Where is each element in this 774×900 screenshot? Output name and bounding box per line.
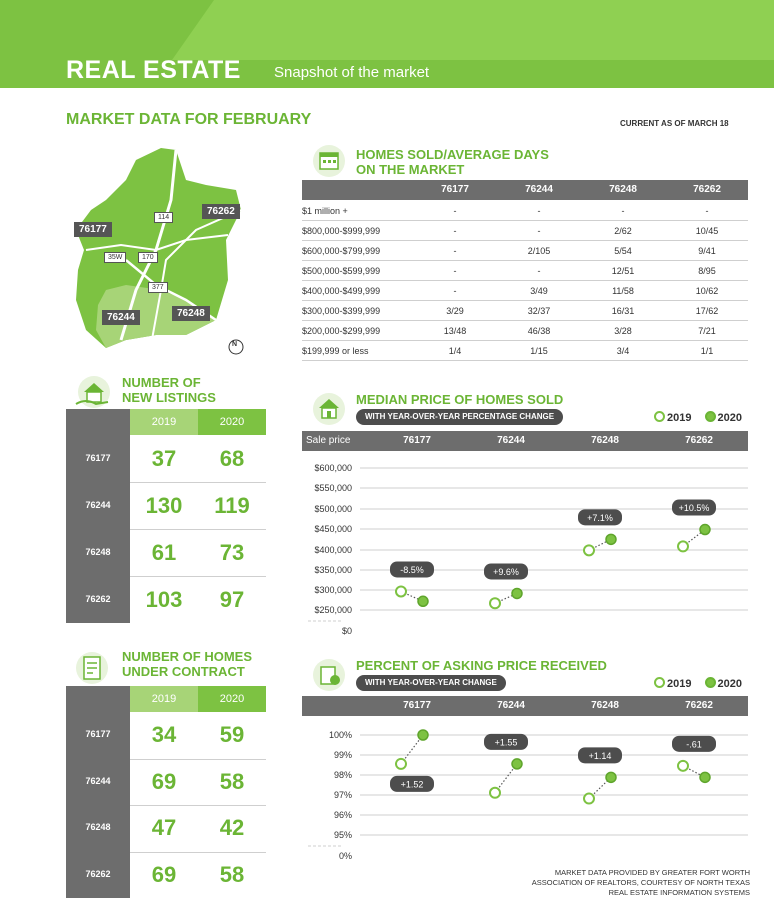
y-tick-label: $400,000 (314, 545, 352, 555)
median-chart-col: 76248 (591, 435, 619, 446)
value-2019: 61 (151, 539, 177, 565)
point-2020 (606, 772, 616, 782)
y-tick-label: 97% (333, 790, 352, 800)
legend-2019-label: 2019 (667, 412, 692, 424)
change-label: -.61 (686, 739, 702, 750)
zip-label: 76248 (85, 822, 111, 833)
asking-price-chart (302, 720, 748, 865)
contract-title-line1: NUMBER OF HOMES (122, 649, 252, 664)
y-tick-label: $550,000 (314, 483, 352, 493)
median-chart-subtitle: WITH YEAR-OVER-YEAR PERCENTAGE CHANGE (356, 409, 563, 425)
contract-icon (72, 650, 112, 686)
legend-2019-label: 2019 (667, 678, 692, 690)
value-2019: 37 (151, 445, 177, 471)
homes-sold-title-line2: ON THE MARKET (356, 162, 465, 177)
table-cell: - (537, 226, 541, 236)
value-2020: 73 (219, 539, 245, 565)
table-cell: 3/29 (446, 306, 464, 316)
map-shape-icon (66, 140, 266, 360)
value-2019: 69 (151, 861, 177, 887)
y-tick-label: 96% (333, 810, 352, 820)
y-tick-label: 100% (328, 730, 352, 740)
change-label: -8.5% (400, 564, 424, 575)
point-2019 (396, 586, 406, 596)
legend-2019-marker (654, 411, 665, 422)
map-zip-label: 76177 (74, 222, 112, 237)
point-2020 (606, 534, 616, 544)
table-row (302, 321, 748, 341)
banner-shade (172, 0, 774, 60)
contract-year: 2020 (219, 693, 245, 705)
table-cell: 1/4 (448, 346, 462, 356)
house-icon (312, 392, 346, 426)
asking-chart-title: PERCENT OF ASKING PRICE RECEIVED (356, 658, 607, 673)
point-2020 (512, 588, 522, 598)
y-tick-label: 98% (333, 770, 352, 780)
value-2020: 68 (219, 445, 245, 471)
table-cell: - (453, 206, 457, 216)
market-title: MARKET DATA FOR FEBRUARY (66, 111, 312, 128)
asking-chart-col: 76177 (403, 700, 431, 711)
table-cell: 16/31 (611, 306, 635, 316)
listings-title-line1: NUMBER OF (122, 375, 201, 390)
contract-title-line2: UNDER CONTRACT (122, 664, 245, 679)
table-cell: 11/58 (612, 286, 634, 296)
table-cell: 13/48 (443, 326, 467, 336)
listings-year: 2020 (219, 416, 245, 428)
table-row (302, 261, 748, 281)
change-label: +1.55 (494, 737, 518, 748)
table-cell: 1/1 (700, 346, 714, 356)
table-cell: 17/62 (695, 306, 719, 316)
y-tick-label: $450,000 (314, 524, 352, 534)
zip-label: 76262 (85, 593, 111, 604)
homes-sold-col: 76248 (609, 184, 637, 195)
highway-shield: 35W (104, 252, 126, 263)
change-label: +10.5% (678, 503, 710, 514)
point-2020 (700, 772, 710, 782)
contract-zip-column (66, 686, 130, 898)
listings-title-line2: NEW LISTINGS (122, 390, 216, 405)
point-2020 (700, 525, 710, 535)
table-cell: 12/51 (611, 266, 635, 276)
map-zip-label: 76244 (102, 310, 140, 325)
zip-label: 76244 (85, 499, 111, 510)
point-2019 (396, 759, 406, 769)
price-tag-icon (312, 658, 346, 692)
table-cell: 10/45 (695, 226, 719, 236)
contract-year: 2019 (151, 693, 177, 705)
table-cell: 2/62 (614, 226, 632, 236)
asking-chart-col: 76244 (497, 700, 525, 711)
listings-year: 2019 (151, 416, 177, 428)
y-tick-label: $300,000 (314, 585, 352, 595)
row-divider (130, 482, 266, 483)
page-subtitle: Snapshot of the market (274, 64, 430, 81)
table-cell: - (453, 226, 457, 236)
table-cell: - (537, 266, 541, 276)
legend-2019-marker (654, 677, 665, 688)
price-range-label: $300,000-$399,999 (302, 306, 381, 316)
value-2019: 130 (145, 492, 183, 518)
table-cell: 7/21 (698, 326, 716, 336)
table-row (302, 221, 748, 241)
table-cell: 1/15 (530, 346, 548, 356)
value-2020: 58 (219, 768, 245, 794)
table-cell: 3/4 (616, 346, 630, 356)
median-price-chart (302, 455, 748, 640)
value-2020: 59 (219, 722, 245, 748)
point-2019 (584, 545, 594, 555)
value-2020: 119 (214, 492, 250, 518)
row-divider (130, 576, 266, 577)
y-tick-label: 95% (333, 830, 352, 840)
table-cell: - (453, 266, 457, 276)
point-2019 (584, 794, 594, 804)
y-tick-label: $500,000 (314, 504, 352, 514)
y-tick-label: $600,000 (314, 463, 352, 473)
value-2020: 97 (219, 586, 245, 612)
legend-2020-marker (705, 677, 716, 688)
y-tick-label: 99% (333, 750, 352, 760)
change-label: +7.1% (587, 512, 613, 523)
table-cell: 5/54 (614, 246, 632, 256)
homes-sold-title-line1: HOMES SOLD/AVERAGE DAYS (356, 147, 549, 162)
header-banner (0, 0, 774, 88)
asking-chart-col: 76248 (591, 700, 619, 711)
value-2019: 103 (145, 586, 183, 612)
table-cell: 2/105 (527, 246, 551, 256)
row-divider (130, 852, 266, 853)
median-legend (654, 411, 742, 424)
calendar-icon (312, 144, 346, 178)
change-label: +1.14 (588, 750, 612, 761)
table-cell: 3/49 (530, 286, 548, 296)
footer-line: REAL ESTATE INFORMATION SYSTEMS (608, 888, 750, 897)
table-cell: - (621, 206, 625, 216)
zip-map (66, 140, 266, 360)
row-divider (130, 529, 266, 530)
median-chart-col: 76244 (497, 435, 525, 446)
zip-label: 76248 (85, 546, 111, 557)
point-2019 (678, 761, 688, 771)
point-2019 (490, 598, 500, 608)
value-2020: 58 (219, 861, 245, 887)
table-cell: - (453, 286, 457, 296)
value-2019: 47 (151, 815, 177, 841)
point-2019 (490, 788, 500, 798)
house-hand-icon (72, 374, 112, 410)
price-range-label: $600,000-$799,999 (302, 246, 381, 256)
row-divider (130, 805, 266, 806)
asking-chart-subtitle: WITH YEAR-OVER-YEAR CHANGE (356, 675, 506, 691)
table-cell: - (453, 246, 457, 256)
compass-label: N (232, 341, 238, 348)
footer-credit (488, 868, 750, 898)
table-row (302, 201, 748, 221)
table-row (302, 241, 748, 261)
highway-shield: 114 (154, 212, 173, 223)
legend-2020-label: 2020 (717, 678, 743, 690)
median-chart-col: 76177 (403, 435, 431, 446)
zip-label: 76244 (85, 775, 111, 786)
median-chart-col: 76262 (685, 435, 713, 446)
asking-chart-col: 76262 (685, 700, 713, 711)
value-2019: 34 (151, 722, 177, 748)
price-range-label: $1 million + (302, 206, 348, 216)
price-range-label: $200,000-$299,999 (302, 326, 381, 336)
homes-sold-col: 76244 (525, 184, 553, 195)
zip-label: 76177 (85, 729, 111, 740)
highway-shield: 170 (138, 252, 158, 263)
page-title: REAL ESTATE (66, 56, 241, 84)
table-row (302, 281, 748, 301)
table-cell: 46/38 (527, 326, 551, 336)
legend-2020-marker (705, 411, 716, 422)
legend-2020-label: 2020 (717, 412, 743, 424)
table-cell: 3/28 (614, 326, 632, 336)
homes-sold-col: 76262 (693, 184, 721, 195)
change-label: +9.6% (493, 566, 519, 577)
y-tick-label: $350,000 (314, 565, 352, 575)
row-divider (130, 759, 266, 760)
map-zip-label: 76248 (172, 306, 210, 321)
price-range-label: $500,000-$599,999 (302, 266, 381, 276)
price-range-label: $800,000-$999,999 (302, 226, 381, 236)
table-cell: 8/95 (698, 266, 716, 276)
table-row (302, 301, 748, 321)
y-tick-label: 0% (338, 851, 352, 861)
median-chart-ylabel: Sale price (306, 435, 351, 446)
highway-shield: 377 (148, 282, 168, 293)
point-2020 (418, 730, 428, 740)
table-cell: - (537, 206, 541, 216)
median-chart-title: MEDIAN PRICE OF HOMES SOLD (356, 392, 564, 407)
table-cell: - (705, 206, 709, 216)
point-2020 (418, 596, 428, 606)
footer-line: MARKET DATA PROVIDED BY GREATER FORT WORTH (554, 868, 750, 877)
zip-label: 76262 (85, 868, 111, 879)
change-label: +1.52 (400, 779, 424, 790)
table-cell: 32/37 (527, 306, 551, 316)
asking-legend (654, 677, 742, 690)
y-tick-label: $0 (341, 626, 352, 636)
zip-label: 76177 (85, 452, 111, 463)
table-cell: 10/62 (695, 286, 719, 296)
point-2019 (678, 541, 688, 551)
footer-line: ASSOCIATION OF REALTORS, COURTESY OF NORTH TEXAS (531, 878, 750, 887)
point-2020 (512, 759, 522, 769)
current-as-of: CURRENT AS OF MARCH 18 (620, 119, 729, 128)
y-tick-label: $250,000 (314, 605, 352, 615)
homes-sold-col: 76177 (441, 184, 469, 195)
map-zip-label: 76262 (202, 204, 240, 219)
value-2020: 42 (219, 815, 245, 841)
table-row (302, 341, 748, 361)
price-range-label: $400,000-$499,999 (302, 286, 381, 296)
price-range-label: $199,999 or less (302, 346, 369, 356)
table-cell: 9/41 (698, 246, 716, 256)
listings-zip-column (66, 409, 130, 623)
value-2019: 69 (151, 768, 177, 794)
